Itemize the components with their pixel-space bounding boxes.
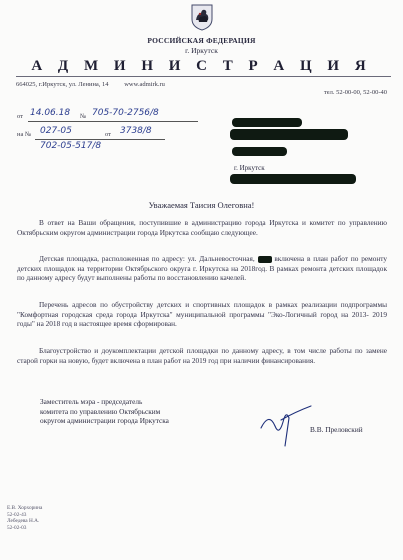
header-divider bbox=[16, 76, 391, 77]
phone-numbers: тел. 52-00-00, 52-00-40 bbox=[323, 89, 387, 96]
executor-info bbox=[7, 505, 42, 531]
reg-from-date: 14.06.18 bbox=[30, 108, 71, 118]
addressee-city: г. Иркутск bbox=[234, 164, 265, 172]
signatory-position-line-2: комитета по управлению Октябрьским bbox=[40, 406, 161, 416]
irkutsk-coat-of-arms-icon bbox=[190, 3, 214, 31]
postal-address-line bbox=[16, 81, 179, 88]
signatory-position-line-3: округом администрации города Иркутска bbox=[40, 416, 169, 426]
paragraph-1: В ответ на Ваши обращения, поступившие в администрацию города Иркутска и комитет по управлению Октябрьским округом администрации города Иркутска сообщаю следующее. bbox=[17, 218, 387, 237]
federation-heading: РОССИЙСКАЯ ФЕДЕРАЦИЯ bbox=[147, 36, 256, 45]
redacted-house-number bbox=[258, 256, 272, 263]
reg-line-1 bbox=[28, 121, 198, 122]
reg-from-label: от bbox=[17, 113, 24, 120]
executor-2-name: Лебедева Н.А. bbox=[7, 518, 40, 525]
redacted-addressee-name bbox=[232, 118, 302, 127]
redacted-addressee-index bbox=[230, 174, 356, 184]
reg-extra-number: 702-05-517/8 bbox=[40, 141, 102, 151]
website-link[interactable]: www.admirk.ru bbox=[124, 81, 165, 88]
handwritten-signature bbox=[255, 392, 315, 450]
signatory-name: В.В. Преловский bbox=[310, 425, 363, 434]
signatory-position-line-1: Заместитель мэра - председатель bbox=[40, 397, 143, 406]
postal-address: 664025, г.Иркутск, ул. Ленина, 14 bbox=[16, 81, 109, 88]
reg-number-label: № bbox=[80, 113, 87, 120]
reg-number: 705-70-2756/8 bbox=[92, 108, 159, 118]
reg-ref-date: 3738/8 bbox=[120, 126, 152, 136]
reg-ref-number: 027-05 bbox=[40, 126, 72, 136]
reg-ref-date-label: от bbox=[105, 131, 112, 138]
reg-ref-label: на № bbox=[17, 131, 32, 138]
redacted-addressee-street bbox=[232, 147, 287, 156]
paragraph-4: Благоустройство и доукомплектации детской площадки по данному адресу, в том числе работы по замене старой горки на новую, будет включена в план работ на 2019 год при наличии финансирования. bbox=[17, 346, 387, 365]
signatory-position bbox=[40, 397, 169, 426]
city-heading: г. Иркутск bbox=[185, 46, 218, 55]
executor-2-phone: 52-02-03 bbox=[7, 524, 27, 531]
executor-1-name: Е.В. Хорхорина bbox=[7, 505, 43, 511]
executor-1-phone: 52-02-43 bbox=[7, 511, 27, 518]
administration-title: А Д М И Н И С Т Р А Ц И Я bbox=[31, 58, 372, 74]
paragraph-2-end: включена в план работ по ремонту детских площадок на территории Октябрьского округа г. Иркутска на 2018год. В рамках ремонта детских площадок по данному адресу будут выполнены работы по восстановлению качелей. bbox=[17, 254, 387, 283]
paragraph-2 bbox=[17, 254, 387, 283]
paragraph-3: Перечень адресов по обустройству детских и спортивных площадок в рамках реализации подпрограммы "Комфортная городская среда города Иркутска" муниципальной программы "Эко-Логичный город на 2013- 2019 годы" на 2018 год в настоящее время сформирован. bbox=[17, 300, 387, 329]
greeting: Уважаемая Таисия Олеговна! bbox=[148, 200, 255, 210]
paragraph-2-start: Детская площадка, расположенная по адресу: ул. Дальневосточная, bbox=[39, 254, 255, 263]
reg-line-2 bbox=[35, 139, 165, 140]
redacted-addressee-line bbox=[230, 129, 348, 140]
